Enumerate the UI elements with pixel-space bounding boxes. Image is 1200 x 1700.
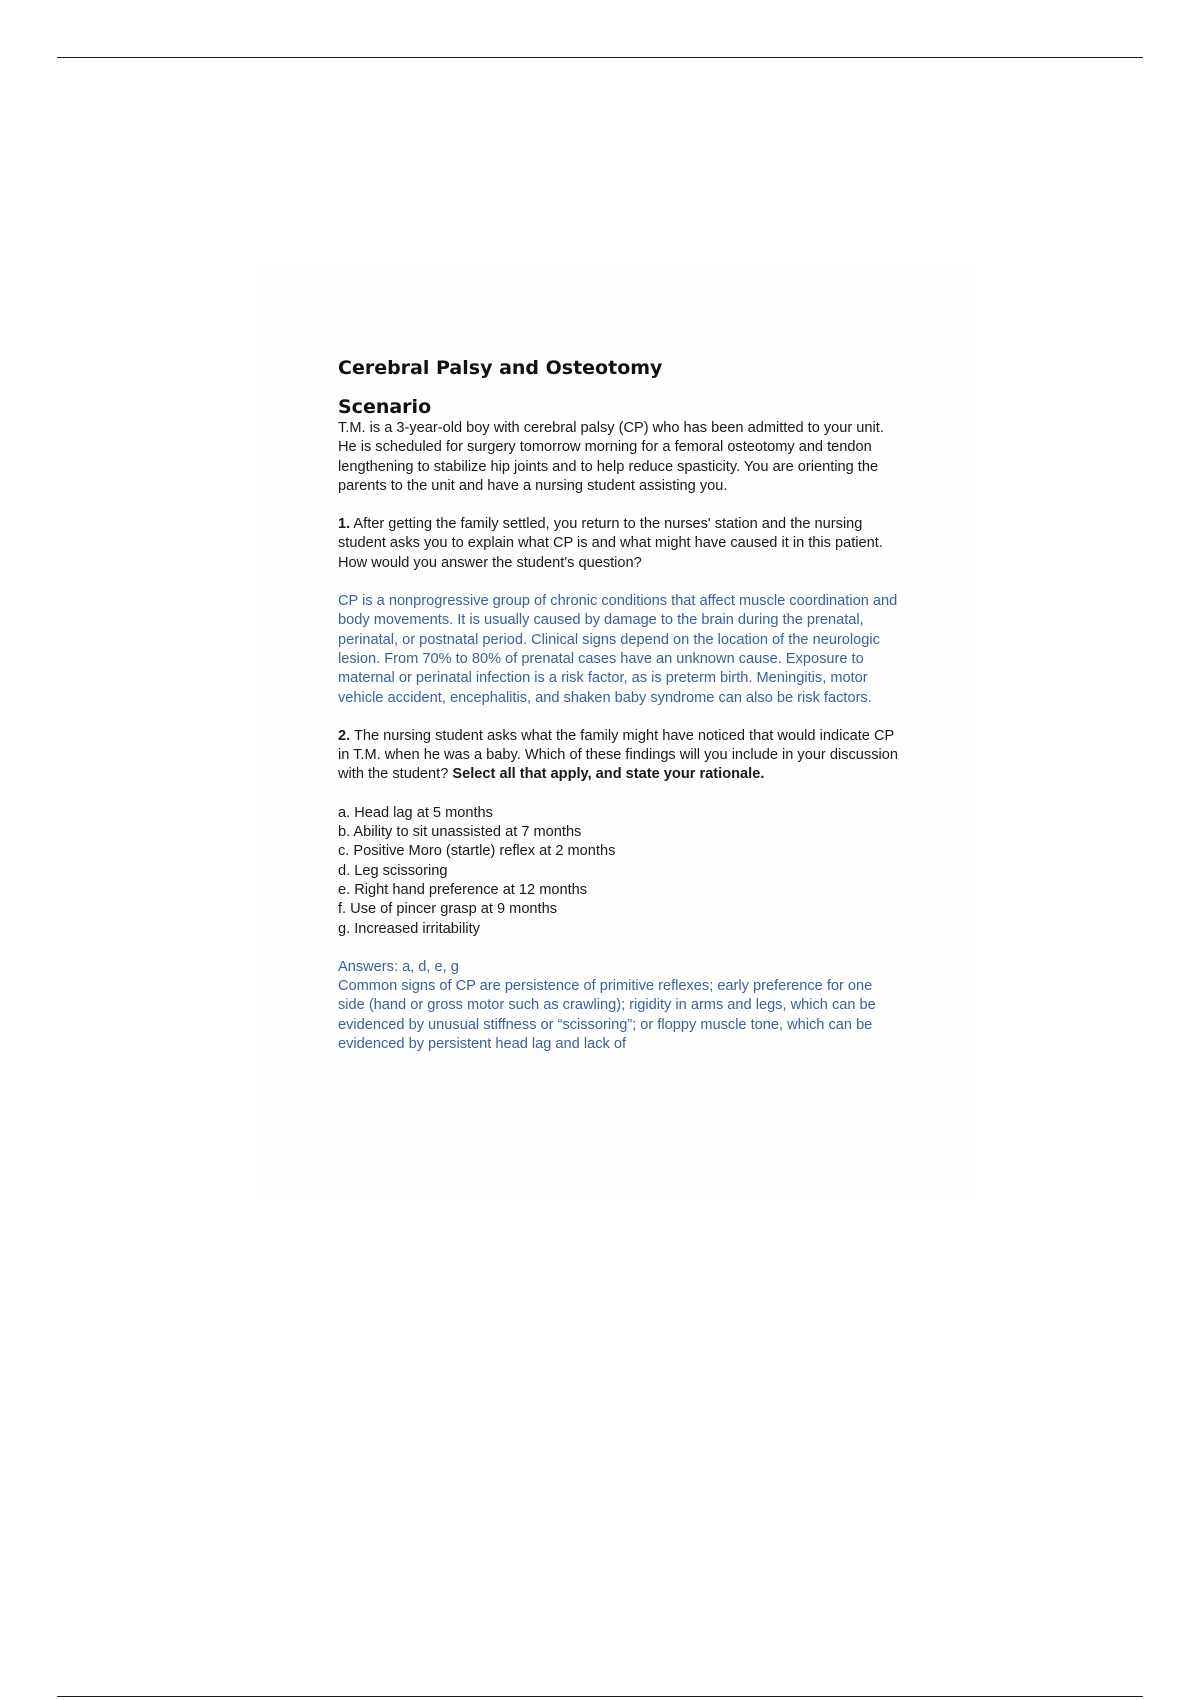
option-g: g. Increased irritability — [338, 920, 480, 937]
option-d: d. Leg scissoring — [338, 862, 448, 879]
scenario-text: T.M. is a 3-year-old boy with cerebral palsy (CP) who has been admitted to your unit. He is scheduled for surgery tomorrow morning for a femoral osteotomy and tendon lengthening to stabilize hip joints and to help reduce spasticity. You are orienting the parents to the unit and have a nursing student assisting you. — [338, 420, 884, 494]
question-1-text: After getting the family settled, you return to the nurses' station and the nursing student asks you to explain what CP is and what might have caused it in this patient. How would you answer the student's question? — [338, 516, 883, 571]
question-2-options — [338, 804, 898, 939]
option-f: f. Use of pincer grasp at 9 months — [338, 901, 558, 918]
scenario-heading: Scenario — [338, 396, 432, 418]
question-1-number: 1. — [338, 516, 351, 533]
top-rule — [57, 57, 1143, 58]
question-2-number: 2. — [338, 727, 351, 744]
document-content — [338, 356, 898, 1054]
option-c: c. Positive Moro (startle) reflex at 2 months — [338, 843, 616, 860]
question-2-rationale: Common signs of CP are persistence of primitive reflexes; early preference for one side (hand or gross motor such as crawling); rigidity in arms and legs, which can be evidenced by unusual stiffness or “scissoring”; or floppy muscle tone, which can be evidenced by persistent head lag and lack of — [338, 978, 876, 1053]
option-a: a. Head lag at 5 months — [338, 804, 493, 821]
question-1-answer: CP is a nonprogressive group of chronic conditions that affect muscle coordination and body movements. It is usually caused by damage to the brain during the prenatal, perinatal, or postnatal period. Clinical signs depend on the location of the neurologic lesion. From 70% to 80% of prenatal cases have an unknown cause. Exposure to maternal or perinatal infection is a risk factor, as is preterm birth. Meningitis, motor vehicle accident, encephalitis, and shaken baby syndrome can also be risk factors. — [338, 593, 898, 706]
question-1 — [338, 515, 898, 573]
question-2-instruction: Select all that apply, and state your rationale. — [452, 766, 765, 783]
document-title: Cerebral Palsy and Osteotomy — [338, 357, 663, 379]
question-2-answers: Answers: a, d, e, g — [338, 958, 459, 975]
option-b: b. Ability to sit unassisted at 7 months — [338, 824, 582, 841]
question-2 — [338, 727, 898, 785]
option-e: e. Right hand preference at 12 months — [338, 881, 588, 898]
question-2-text: The nursing student asks what the family might have noticed that would indicate CP in T.M. when he was a baby. Which of these findings will you include in your discussion with the student? — [338, 727, 898, 783]
bottom-rule — [57, 1696, 1143, 1697]
